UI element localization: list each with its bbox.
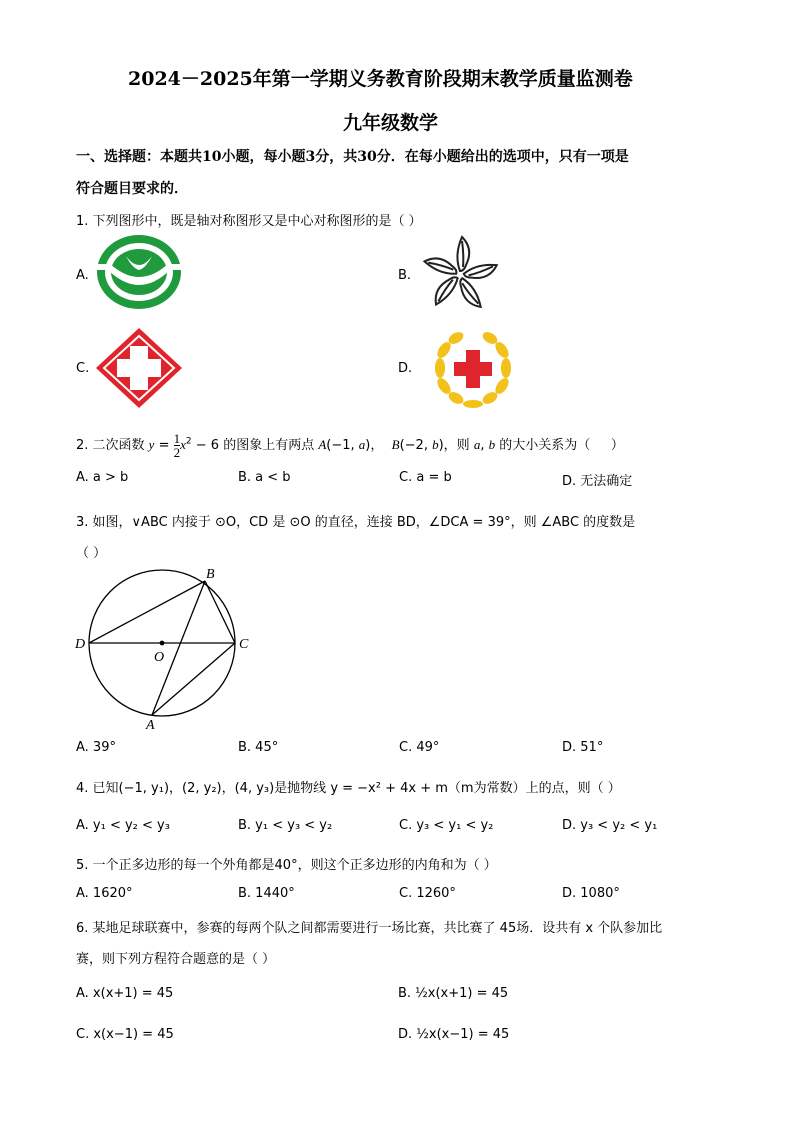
q6-option-c[interactable]: C. x(x−1) = 45 <box>76 1027 174 1042</box>
label-b: B <box>206 567 215 582</box>
red-cross-square-icon <box>94 326 184 414</box>
q4-option-c[interactable]: C. y₃ < y₁ < y₂ <box>399 818 494 833</box>
circle-geometry-figure <box>72 566 262 740</box>
q2-option-d[interactable]: D. 无法确定 <box>562 474 633 489</box>
segment-bc <box>205 581 235 643</box>
q6-stem-line2: 赛，则下列方程符合题意的是（ ） <box>76 952 276 967</box>
q6-option-d[interactable]: D. ½x(x−1) = 45 <box>398 1027 510 1042</box>
section-heading-line2: 符合题目要求的． <box>76 181 188 197</box>
q1-stem: 1. 下列图形中，既是轴对称图形又是中心对称图形的是（ ） <box>76 214 422 229</box>
label-c: C <box>239 637 249 652</box>
q3-stem: 3. 如图，∨ABC 内接于 ⊙O，CD 是 ⊙O 的直径，连接 BD，∠DCA = 39°，则 ∠ABC 的度数是 <box>76 515 636 530</box>
q2-option-b[interactable]: B. a < b <box>238 470 291 485</box>
pinwheel-leaves-icon <box>417 234 503 320</box>
q6-option-a[interactable]: A. x(x+1) = 45 <box>76 986 174 1001</box>
q2-stem: 2. 二次函数 y = $\frac{1}{2}$ $x^2 - 6$ 的图象上有两点 A(−1, a)， B(−2, b)，则 a, b 的大小关系为（ ） <box>76 431 624 460</box>
q3-option-d[interactable]: D. 51° <box>562 740 604 755</box>
label-d: D <box>75 637 86 652</box>
q1-option-a-label[interactable]: A. <box>76 268 89 283</box>
q5-option-d[interactable]: D. 1080° <box>562 886 620 901</box>
green-circle-logo-icon <box>96 234 182 314</box>
q3-stem-paren: （ ） <box>76 546 107 561</box>
q4-option-a[interactable]: A. y₁ < y₂ < y₃ <box>76 818 170 833</box>
q2-option-c[interactable]: C. a = b <box>399 470 452 485</box>
q2-option-a[interactable]: A. a > b <box>76 470 129 485</box>
q4-option-b[interactable]: B. y₁ < y₃ < y₂ <box>238 818 333 833</box>
q6-option-b[interactable]: B. ½x(x+1) = 45 <box>398 986 509 1001</box>
q4-stem: 4. 已知(−1, y₁)，(2, y₂)，(4, y₃)是抛物线 y = −x² + 4x + m（m为常数）上的点，则（ ） <box>76 781 621 796</box>
segment-db <box>89 581 205 643</box>
q5-option-b[interactable]: B. 1440° <box>238 886 295 901</box>
q3-option-c[interactable]: C. 49° <box>399 740 440 755</box>
q4-option-d[interactable]: D. y₃ < y₂ < y₁ <box>562 818 658 833</box>
q3-option-a[interactable]: A. 39° <box>76 740 116 755</box>
q1-option-c-label[interactable]: C. <box>76 361 90 376</box>
center-dot <box>160 641 165 646</box>
page-subtitle: 九年级数学 <box>343 112 439 134</box>
q1-option-d-label[interactable]: D. <box>398 361 413 376</box>
q6-stem-line1: 6. 某地足球联赛中，参赛的每两个队之间都需要进行一场比赛，共比赛了 45场．设共有 x 个队参加比 <box>76 921 663 936</box>
red-cross-laurel-icon <box>430 328 516 414</box>
q3-option-b[interactable]: B. 45° <box>238 740 279 755</box>
q5-option-c[interactable]: C. 1260° <box>399 886 456 901</box>
label-o: O <box>154 650 165 665</box>
segment-ac <box>152 643 235 715</box>
section-heading-line1: 一、选择题：本题共10小题，每小题3分，共30分．在每小题给出的选项中，只有一项是 <box>76 149 629 165</box>
label-a: A <box>146 718 155 733</box>
q5-stem: 5. 一个正多边形的每一个外角都是40°，则这个正多边形的内角和为（ ） <box>76 858 497 873</box>
segment-ba <box>152 581 205 715</box>
page-title: 2024－2025年第一学期义务教育阶段期末教学质量监测卷 <box>128 68 633 90</box>
q1-option-b-label[interactable]: B. <box>398 268 412 283</box>
q5-option-a[interactable]: A. 1620° <box>76 886 133 901</box>
